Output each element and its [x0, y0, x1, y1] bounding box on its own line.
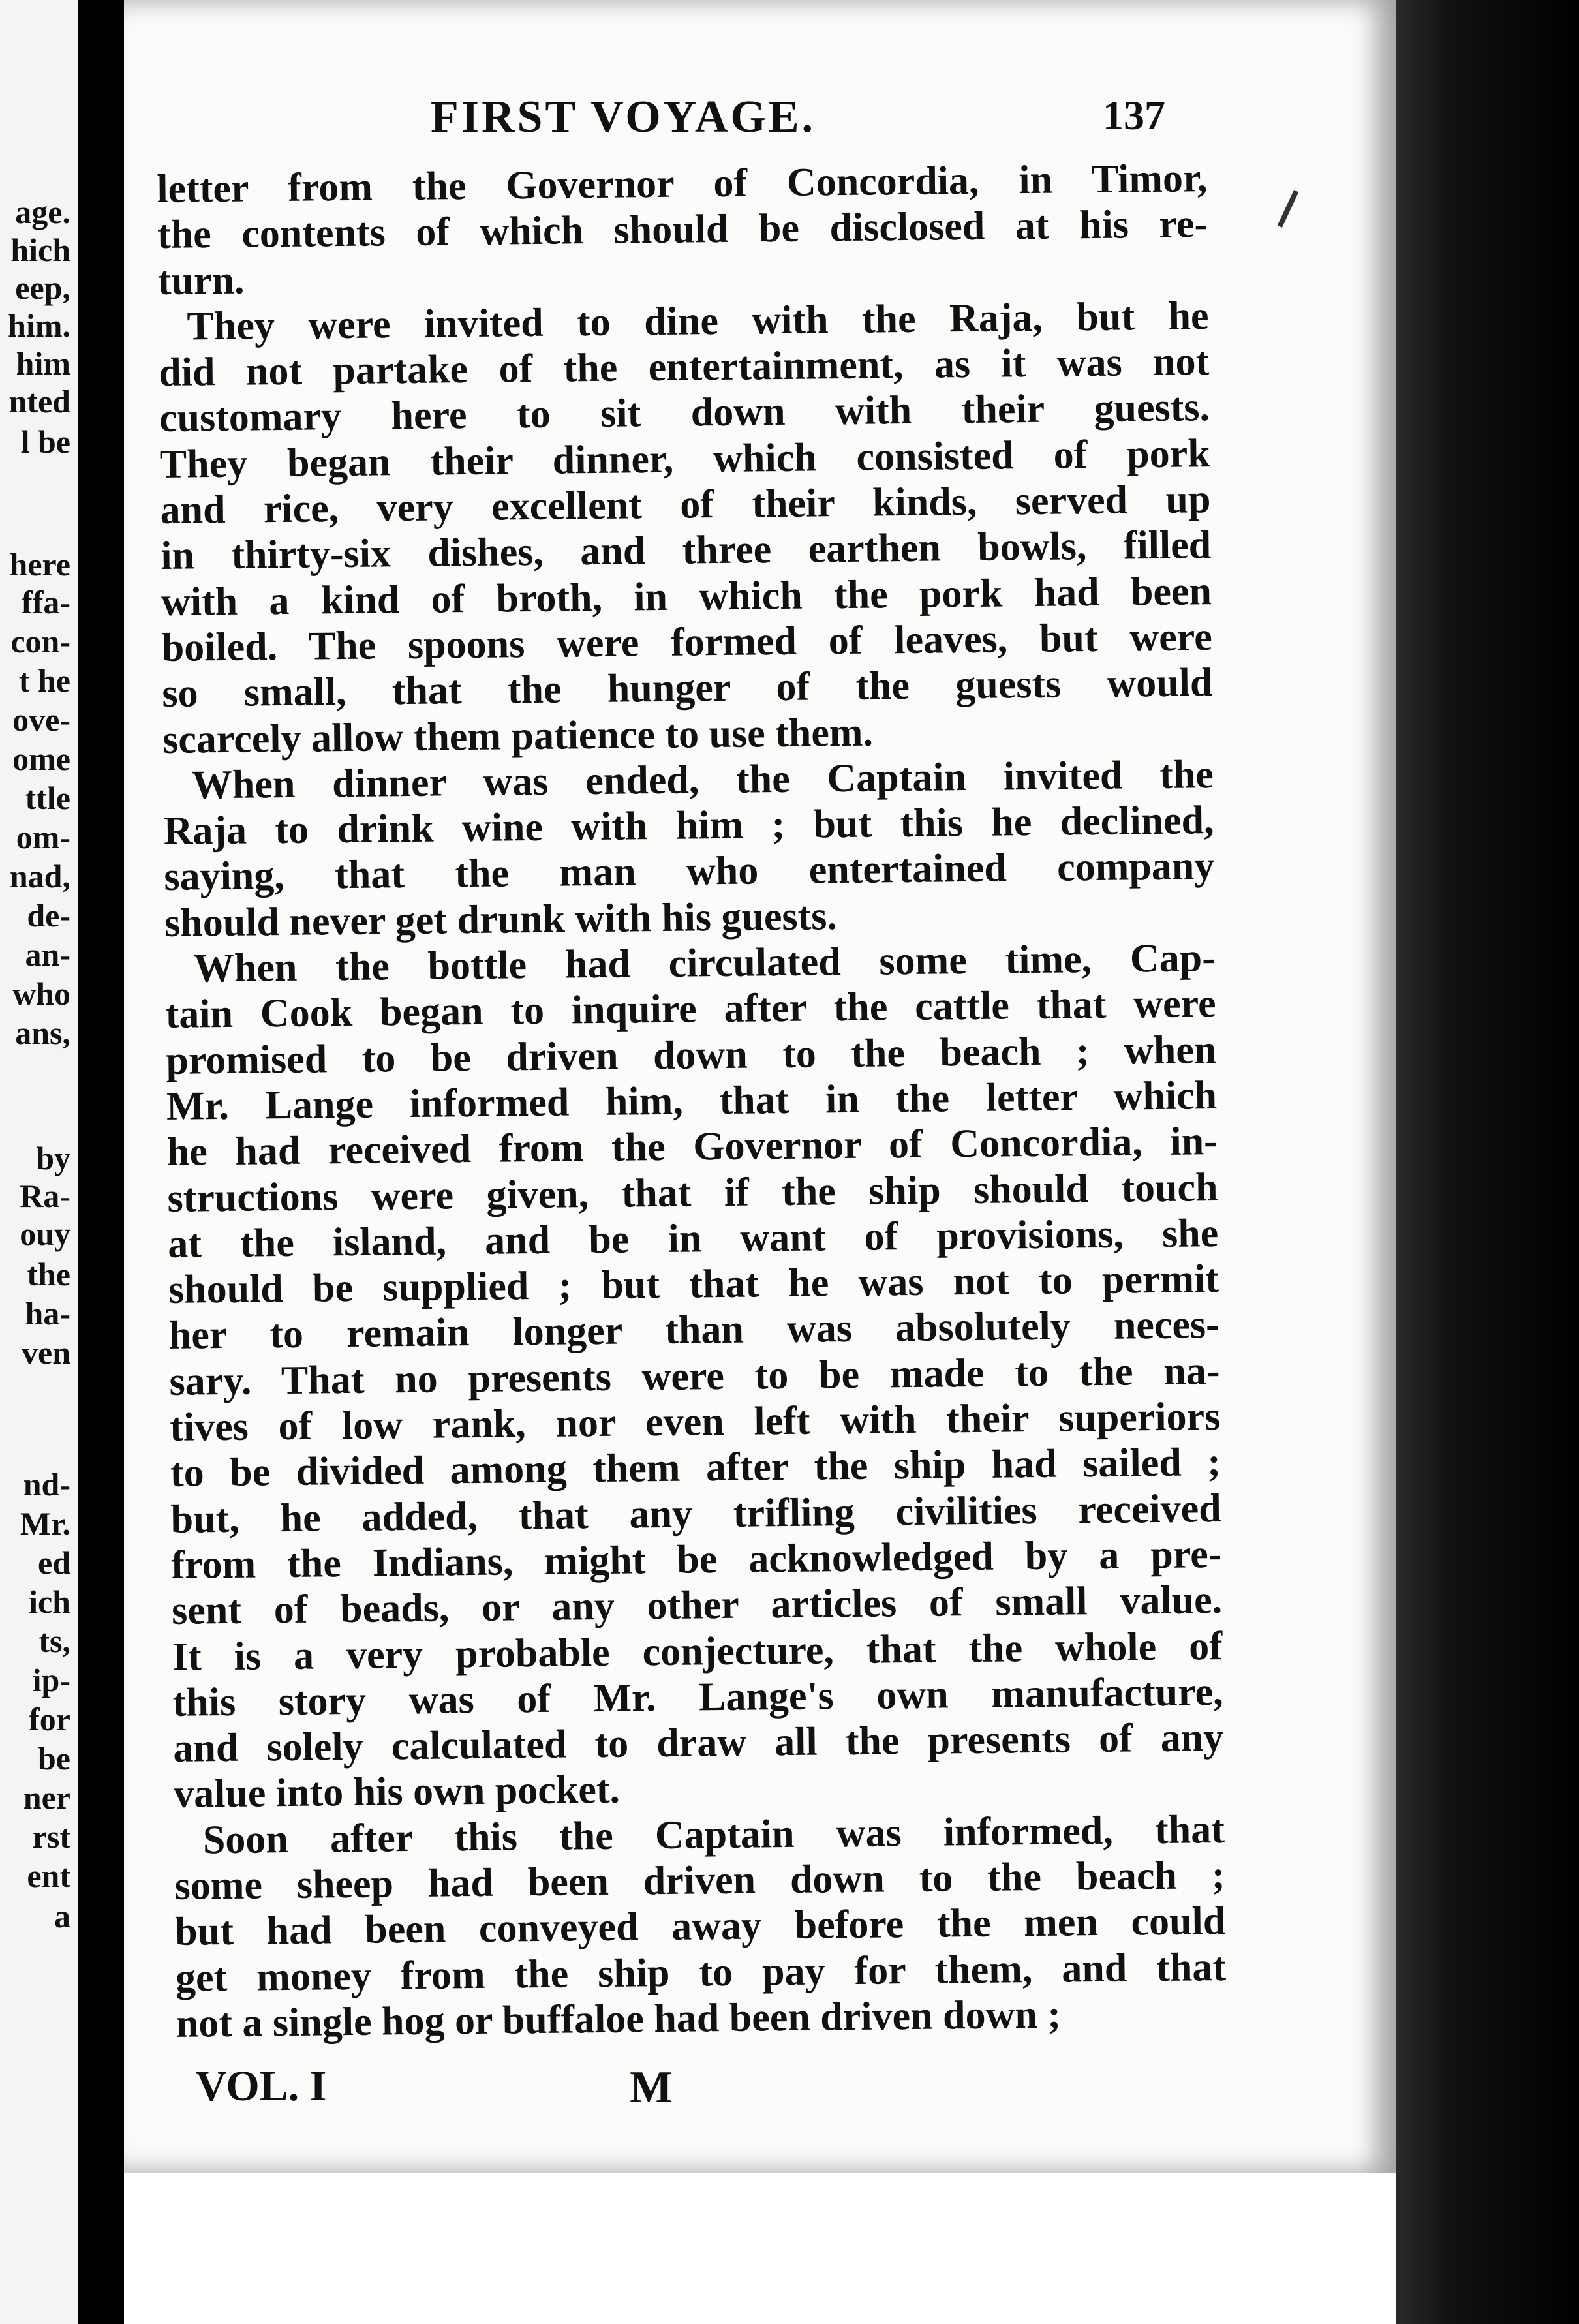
page-number: 137: [1103, 92, 1165, 138]
text-line: get money from the ship to pay for them, and that: [175, 1944, 1227, 2000]
facing-page-text-fragment: an-: [25, 936, 70, 973]
facing-page-text-fragment: him: [16, 345, 70, 382]
text-line: boiled. The spoons were formed of leaves, but were: [161, 615, 1212, 670]
text-line: the contents of which should be disclosed at his re-: [157, 202, 1208, 258]
text-line: and rice, very excellent of their kinds, served up: [160, 477, 1211, 533]
facing-page-text-fragment: ttle: [25, 780, 70, 816]
scan-background-right: [1396, 0, 1579, 2324]
facing-page-text-fragment: ove-: [12, 701, 70, 738]
text-line: They began their dinner, which consisted of pork: [159, 431, 1211, 487]
facing-page-text-fragment: ent: [27, 1858, 70, 1894]
text-line: Raja to drink wine with him ; but this he declined,: [163, 798, 1214, 854]
body-text: [157, 155, 1227, 2047]
facing-page-fragment: [0, 0, 78, 2324]
text-line: from the Indians, might be acknowledged by a pre-: [171, 1531, 1222, 1587]
facing-page-text-fragment: l be: [20, 423, 70, 460]
volume-signature: VOL. I: [196, 2062, 327, 2110]
facing-page-text-fragment: the: [27, 1256, 70, 1292]
facing-page-text-fragment: ip-: [32, 1662, 70, 1698]
paragraph: [165, 935, 1225, 1817]
text-line: some sheep had been driven down to the beach ;: [174, 1852, 1225, 1908]
facing-page-text-fragment: who: [12, 975, 70, 1012]
text-line: and solely calculated to draw all the presents of any: [173, 1715, 1224, 1771]
facing-page-text-fragment: ich: [29, 1583, 70, 1620]
facing-page-text-fragment: him.: [8, 307, 70, 344]
text-line: her to remain longer than was absolutely neces-: [168, 1302, 1220, 1358]
paragraph: [157, 155, 1208, 304]
text-line: at the island, and be in want of provisions, she: [167, 1210, 1219, 1266]
facing-page-text-fragment: nted: [8, 383, 70, 420]
text-line: They were invited to dine with the Raja, but he: [187, 294, 1209, 349]
facing-page-text-fragment: ha-: [25, 1295, 70, 1332]
text-line: with a kind of broth, in which the pork had been: [161, 568, 1212, 624]
text-line: to be divided among them after the ship had sailed ;: [170, 1440, 1221, 1496]
signature-mark: M: [630, 2062, 673, 2113]
facing-page-text-fragment: by: [36, 1140, 70, 1176]
text-line: should never get drunk with his guests.: [164, 893, 838, 945]
facing-page-text-fragment: ouy: [20, 1216, 70, 1252]
paragraph: [174, 1807, 1227, 2047]
facing-page-text-fragment: ner: [23, 1779, 70, 1816]
text-line: he had received from the Governor of Concordia, in-: [166, 1119, 1218, 1175]
facing-page-text-fragment: t he: [18, 662, 70, 699]
text-line: sent of beads, or any other articles of small value.: [171, 1578, 1223, 1634]
text-line: letter from the Governor of Concordia, in Timor,: [157, 156, 1208, 211]
text-line: customary here to sit down with their guests.: [159, 385, 1210, 441]
facing-page-text-fragment: de-: [27, 897, 70, 934]
facing-page-text-fragment: here: [9, 546, 70, 583]
facing-page-text-fragment: ome: [12, 741, 70, 777]
facing-page-text-fragment: ven: [22, 1334, 70, 1371]
text-line: turn.: [157, 258, 245, 303]
text-line: but had been conveyed away before the men could: [174, 1899, 1226, 1955]
text-line: tain Cook began to inquire after the cattle that were: [165, 981, 1216, 1037]
text-line: should be supplied ; but that he was not to permit: [168, 1257, 1219, 1313]
text-line: scarcely allow them patience to use them.: [162, 710, 874, 762]
text-line: not a single hog or buffaloe had been driven down ;: [176, 1992, 1062, 2046]
facing-page-text-fragment: Mr.: [20, 1505, 70, 1542]
text-line: When dinner was ended, the Captain invited the: [191, 752, 1214, 808]
text-line: so small, that the hunger of the guests would: [162, 660, 1213, 716]
facing-page-text-fragment: eep,: [15, 269, 70, 306]
facing-page-text-fragment: be: [38, 1740, 70, 1777]
text-line: but, he added, that any trifling civilities received: [170, 1486, 1221, 1542]
facing-page-text-fragment: ffa-: [22, 584, 70, 620]
facing-page-text-fragment: for: [29, 1701, 70, 1737]
text-line: in thirty-six dishes, and three earthen bowls, filled: [160, 523, 1212, 579]
facing-page-text-fragment: rst: [32, 1818, 70, 1855]
text-line: this story was of Mr. Lange's own manufacture,: [172, 1669, 1223, 1725]
facing-page-text-fragment: ans,: [15, 1015, 70, 1051]
facing-page-text-fragment: age.: [15, 194, 70, 230]
text-line: When the bottle had circulated some time, Cap-: [193, 936, 1216, 991]
running-head: FIRST VOYAGE.: [431, 92, 816, 142]
facing-page-text-fragment: ts,: [38, 1623, 70, 1659]
facing-page-text-fragment: hich: [10, 232, 70, 268]
facing-page-text-fragment: ed: [38, 1544, 70, 1581]
text-line: Mr. Lange informed him, that in the letter which: [166, 1073, 1218, 1129]
text-line: tives of low rank, nor even left with their superiors: [169, 1394, 1221, 1450]
paragraph: [158, 293, 1213, 763]
paragraph: [163, 752, 1216, 946]
text-line: saying, that the man who entertained company: [164, 844, 1215, 900]
text-line: did not partake of the entertainment, as it was not: [158, 339, 1210, 395]
facing-page-text-fragment: om-: [16, 819, 70, 855]
facing-page-text-fragment: nd-: [23, 1466, 70, 1503]
text-line: Soon after this the Captain was informed, that: [202, 1807, 1225, 1863]
text-line: structions were given, that if the ship should touch: [167, 1165, 1218, 1221]
facing-page-text-fragment: con-: [10, 623, 70, 660]
book-gutter: [78, 0, 124, 2324]
text-line: value into his own pocket.: [173, 1767, 621, 1817]
text-line: promised to be driven down to the beach ; when: [165, 1027, 1217, 1083]
text-line: It is a very probable conjecture, that the whole of: [172, 1623, 1223, 1679]
facing-page-text-fragment: Ra-: [20, 1178, 70, 1214]
page-margin-bottom: [124, 2173, 1396, 2324]
facing-page-text-fragment: a: [54, 1898, 70, 1934]
facing-page-text-fragment: nad,: [9, 858, 70, 894]
text-line: sary. That no presents were to be made to the na-: [169, 1348, 1220, 1404]
